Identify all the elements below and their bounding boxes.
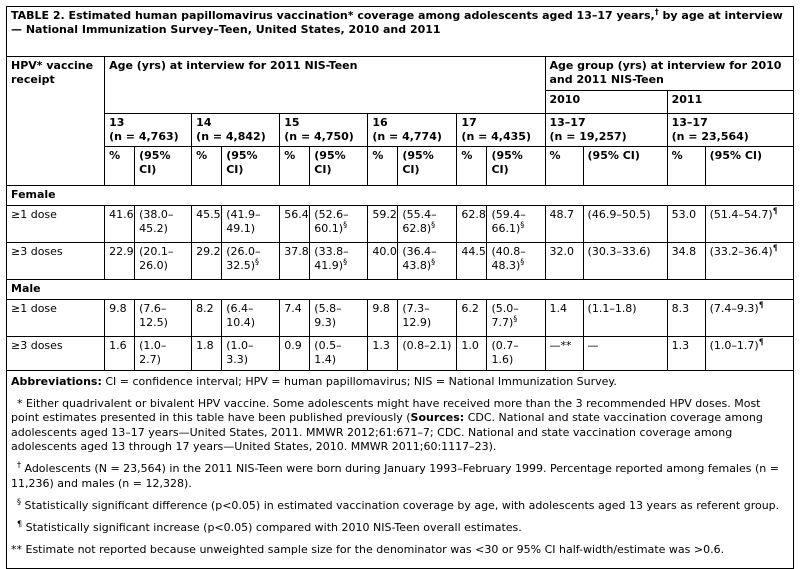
age-n: (n = 4,842) (196, 129, 266, 143)
pct-cell: 56.4 (280, 206, 310, 243)
footnote-mark: ¶ (772, 206, 778, 216)
row-label: ≥1 dose (7, 300, 105, 337)
section-mark: § (17, 497, 21, 507)
ci-cell: (7.4–9.3)¶ (705, 300, 793, 337)
female-dose3-row (7, 243, 794, 280)
age-label: 13–17 (549, 115, 586, 129)
header-age-14 (192, 113, 280, 147)
pct-cell: 41.6 (105, 206, 135, 243)
pct-cell: 1.4 (545, 300, 583, 337)
pct-cell: 9.8 (368, 300, 398, 337)
table-title-text: TABLE 2. Estimated human papillomavirus vaccination* coverage among adolescents aged 13–17 years, (11, 9, 655, 22)
footnote-mark: § (255, 257, 259, 267)
header-ci: (95% CI) (705, 147, 793, 186)
ci-cell: (59.4–66.1)§ (487, 206, 545, 243)
pct-cell: 53.0 (667, 206, 705, 243)
header-year-2011: 2011 (667, 90, 793, 113)
header-row-groups (7, 57, 794, 91)
table-title (7, 7, 794, 57)
ci-cell: (30.3–33.6) (583, 243, 667, 280)
footnote-mark: ¶ (772, 243, 778, 253)
footnote-pilcrow: ¶ Statistically significant increase (p<0.05) compared with 2010 NIS-Teen overall estimates. (17, 519, 522, 535)
header-pct: % (368, 147, 398, 186)
header-ci: (95% CI) (583, 147, 667, 186)
header-row-measures (7, 147, 794, 186)
ci-cell: (5.0–7.7)§ (487, 300, 545, 337)
row-label: ≥3 doses (7, 243, 105, 280)
header-age-13 (105, 113, 192, 147)
age-label: 16 (372, 115, 388, 129)
footnote-mark: § (343, 220, 348, 230)
footnotes-row (7, 370, 794, 568)
ci-cell: (41.9–49.1) (222, 206, 280, 243)
ci-cell: (46.9–50.5) (583, 206, 667, 243)
footnote-mark: § (520, 220, 525, 230)
ci-cell: (7.6–12.5) (135, 300, 192, 337)
header-pct: % (667, 147, 705, 186)
age-label: 14 (196, 115, 212, 129)
age-label: 13 (109, 115, 125, 129)
footnote-mark: ¶ (758, 337, 764, 347)
age-n: (n = 4,435) (461, 129, 531, 143)
ci-cell: (20.1–26.0) (135, 243, 192, 280)
header-pct: % (545, 147, 583, 186)
double-asterisk-mark: ** (11, 543, 22, 557)
header-age-16 (368, 113, 457, 147)
age-label: 15 (284, 115, 300, 129)
pct-cell: 22.9 (105, 243, 135, 280)
footnote-double-asterisk: ** Estimate not reported because unweighted sample size for the denominator was <30 or 95% CI half-width/estimate was >0.6. (11, 543, 725, 557)
age-label: 13–17 (671, 115, 708, 129)
ci-cell: (6.4–10.4) (222, 300, 280, 337)
ci-cell: — (583, 337, 667, 371)
ci-cell: (1.0–2.7) (135, 337, 192, 371)
footnote-section-mark: § Statistically significant difference (p<0.05) in estimated vaccination coverage by age, with adolescents aged 13 years as referent group. (17, 497, 780, 512)
pct-cell: —** (545, 337, 583, 371)
age-n: (n = 19,257) (549, 129, 627, 143)
header-corner: HPV* vaccine receipt (7, 57, 105, 186)
footnotes (7, 370, 794, 568)
age-label: 17 (461, 115, 477, 129)
table-frame (6, 6, 794, 569)
ci-cell: (1.0–1.7)¶ (705, 337, 793, 371)
pct-cell: 59.2 (368, 206, 398, 243)
header-age-17 (457, 113, 545, 147)
pct-cell: 62.8 (457, 206, 487, 243)
pct-cell: 0.9 (280, 337, 310, 371)
hpv-coverage-table (6, 6, 794, 569)
pct-cell: 37.8 (280, 243, 310, 280)
pct-cell: 7.4 (280, 300, 310, 337)
header-pct: % (105, 147, 135, 186)
row-label: ≥3 doses (7, 337, 105, 371)
footnote-mark: § (513, 314, 518, 324)
ci-cell: (38.0–45.2) (135, 206, 192, 243)
section-row-female (7, 186, 794, 206)
pct-cell: 32.0 (545, 243, 583, 280)
pct-cell: 34.8 (667, 243, 705, 280)
row-label: ≥1 dose (7, 206, 105, 243)
age-n: (n = 4,774) (372, 129, 442, 143)
pct-cell: 1.3 (368, 337, 398, 371)
header-ci: (95% CI) (222, 147, 280, 186)
ci-cell: (40.8–48.3)§ (487, 243, 545, 280)
pct-cell: 45.5 (192, 206, 222, 243)
pct-cell: 1.6 (105, 337, 135, 371)
age-n: (n = 4,750) (284, 129, 354, 143)
header-ci: (95% CI) (135, 147, 192, 186)
pct-cell: 29.2 (192, 243, 222, 280)
pct-cell: 40.0 (368, 243, 398, 280)
footnote-mark: § (343, 257, 348, 267)
header-ci: (95% CI) (487, 147, 545, 186)
header-group-2010-2011-nis-teen: Age group (yrs) at interview for 2010 and 2011 NIS-Teen (545, 57, 794, 91)
header-overall-2010 (545, 113, 667, 147)
header-pct: % (457, 147, 487, 186)
footnote-mark: § (431, 220, 436, 230)
ci-cell: (1.0–3.3) (222, 337, 280, 371)
age-n: (n = 4,763) (109, 129, 179, 143)
ci-cell: (7.3–12.9) (398, 300, 457, 337)
footnote-mark: § (431, 257, 436, 267)
ci-cell: (5.8–9.3) (310, 300, 368, 337)
header-ci: (95% CI) (310, 147, 368, 186)
section-row-male (7, 280, 794, 300)
title-dagger-mark: † (654, 7, 659, 17)
pct-cell: 44.5 (457, 243, 487, 280)
ci-cell: (52.6–60.1)§ (310, 206, 368, 243)
ci-cell: (51.4–54.7)¶ (705, 206, 793, 243)
header-overall-2011 (667, 113, 793, 147)
header-row-ages (7, 113, 794, 147)
pilcrow-mark: ¶ (17, 519, 23, 529)
ci-cell: (0.5–1.4) (310, 337, 368, 371)
ci-cell: (36.4–43.8)§ (398, 243, 457, 280)
age-n: (n = 23,564) (671, 129, 749, 143)
dagger-mark: † (17, 460, 21, 470)
male-dose1-row (7, 300, 794, 337)
female-dose1-row (7, 206, 794, 243)
header-pct: % (192, 147, 222, 186)
pct-cell: 8.3 (667, 300, 705, 337)
pct-cell: 6.2 (457, 300, 487, 337)
pct-cell: 1.3 (667, 337, 705, 371)
ci-cell: (26.0–32.5)§ (222, 243, 280, 280)
section-label-female: Female (7, 186, 794, 206)
pct-cell: 48.7 (545, 206, 583, 243)
header-age-15 (280, 113, 368, 147)
ci-cell: (0.7–1.6) (487, 337, 545, 371)
pct-cell: 1.0 (457, 337, 487, 371)
ci-cell: (33.2–36.4)¶ (705, 243, 793, 280)
pct-cell: 8.2 (192, 300, 222, 337)
header-group-2011-nis-teen: Age (yrs) at interview for 2011 NIS-Teen (105, 57, 545, 114)
footnote-mark: § (520, 257, 525, 267)
pct-cell: 9.8 (105, 300, 135, 337)
pct-cell: 1.8 (192, 337, 222, 371)
header-year-2010: 2010 (545, 90, 667, 113)
header-pct: % (280, 147, 310, 186)
footnote-abbreviations: Abbreviations: CI = confidence interval; HPV = human papillomavirus; NIS = National Immunization Survey. (11, 374, 617, 388)
title-row (7, 7, 794, 57)
header-ci: (95% CI) (398, 147, 457, 186)
footnote-mark: ¶ (758, 300, 764, 310)
ci-cell: (0.8–2.1) (398, 337, 457, 371)
footnote-asterisk: * Either quadrivalent or bivalent HPV vaccine. Some adolescents might have received more than the 3 recommended HPV doses. Most point estimates presented in this table have been published previously (Sources: CDC. National and state vaccination coverage among adolescents aged 13–17 years—United States, 2011. MMWR 2012;61:671–7; CDC. National and state vaccination coverage among adolescents aged 13 through 17 years—United States, 2010. MMWR 2011;60:1117–23). (11, 397, 763, 453)
section-label-male: Male (7, 280, 794, 300)
ci-cell: (1.1–1.8) (583, 300, 667, 337)
ci-cell: (33.8–41.9)§ (310, 243, 368, 280)
male-dose3-row (7, 337, 794, 371)
footnote-dagger: † Adolescents (N = 23,564) in the 2011 NIS-Teen were born during January 1993–February 1999. Percentage reported among females (n = 11,236) and males (n = 12,328). (11, 460, 779, 490)
table-title-text-2: by age at interview — National Immunization Survey–Teen, United States, 2010 and 2011 (11, 9, 783, 37)
ci-cell: (55.4–62.8)§ (398, 206, 457, 243)
